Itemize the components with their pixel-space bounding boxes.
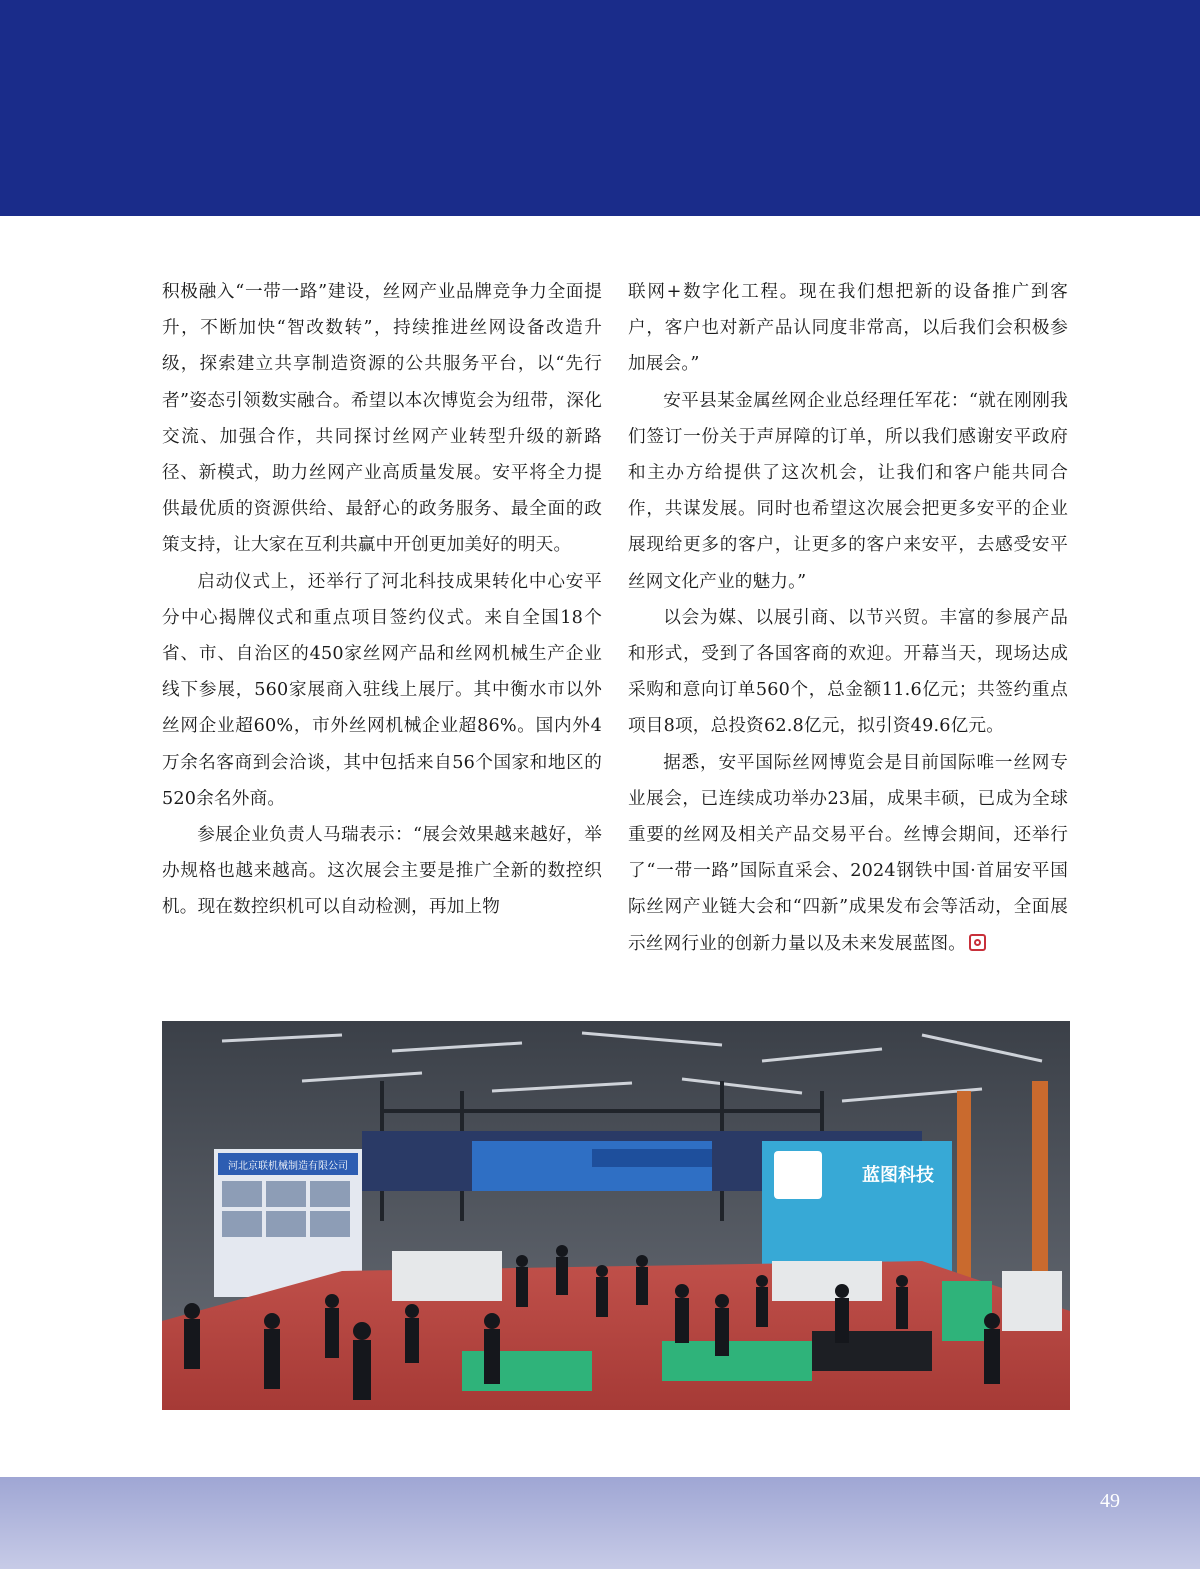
article-column-left bbox=[162, 274, 602, 926]
paragraph: 参展企业负责人马瑞表示：“展会效果越来越好，举办规格也越来越高。这次展会主要是推广全新的数控织机。现在数控织机可以自动检测，再加上物 bbox=[162, 825, 602, 918]
paragraph: 积极融入“一带一路”建设，丝网产业品牌竞争力全面提升，不断加快“智改数转”，持续推进丝网设备改造升级，探索建立共享制造资源的公共服务平台，以“先行者”姿态引领数实融合。希望以本次博览会为纽带，深化交流、加强合作，共同探讨丝网产业转型升级的新路径、新模式，助力丝网产业高质量发展。安平将全力提供最优质的资源供给、最舒心的政务服务、最全面的政策支持，让大家在互利共赢中开创更加美好的明天。 bbox=[162, 282, 602, 556]
booth-sign-right: 蓝图科技 bbox=[862, 1165, 934, 1186]
article-column-right bbox=[628, 274, 1068, 962]
paragraph: 联网+数字化工程。现在我们想把新的设备推广到客户，客户也对新产品认同度非常高，以后我们会积极参加展会。” bbox=[628, 282, 1068, 375]
paragraph: 安平县某金属丝网企业总经理任军花：“就在刚刚我们签订一份关于声屏障的订单，所以我们感谢安平政府和主办方给提供了这次机会，让我们和客户能共同合作，共谋发展。同时也希望这次展会把更多安平的企业展现给更多的客户，让更多的客户来安平，去感受安平丝网文化产业的魅力。” bbox=[628, 390, 1068, 592]
paragraph-last bbox=[628, 745, 1068, 962]
footer-band bbox=[0, 1477, 1200, 1569]
booth-sign-left: 河北京联机械制造有限公司 bbox=[228, 1161, 348, 1172]
end-of-article-seal-icon bbox=[969, 934, 986, 951]
paragraph: 以会为媒、以展引商、以节兴贸。丰富的参展产品和形式，受到了各国客商的欢迎。开幕当天，现场达成采购和意向订单560个，总金额11.6亿元；共签约重点项目8项，总投资62.8亿元，拟引资49.6亿元。 bbox=[628, 607, 1068, 737]
exhibition-hall-photo bbox=[162, 1021, 1070, 1410]
page-number: 49 bbox=[1100, 1490, 1120, 1512]
paragraph-text: 据悉，安平国际丝网博览会是目前国际唯一丝网专业展会，已连续成功举办23届，成果丰硕，已成为全球重要的丝网及相关产品交易平台。丝博会期间，还举行了“一带一路”国际直采会、2024钢铁中国·首届安平国际丝网产业链大会和“四新”成果发布会等活动，全面展示丝网行业的创新力量以及未来发展蓝图。 bbox=[628, 752, 1068, 954]
header-band bbox=[0, 0, 1200, 216]
paragraph: 启动仪式上，还举行了河北科技成果转化中心安平分中心揭牌仪式和重点项目签约仪式。来自全国18个省、市、自治区的450家丝网产品和丝网机械生产企业线下参展，560家展商入驻线上展厅。其中衡水市以外丝网企业超60%，市外丝网机械企业超86%。国内外4万余名客商到会洽谈，其中包括来自56个国家和地区的520余名外商。 bbox=[162, 571, 602, 809]
